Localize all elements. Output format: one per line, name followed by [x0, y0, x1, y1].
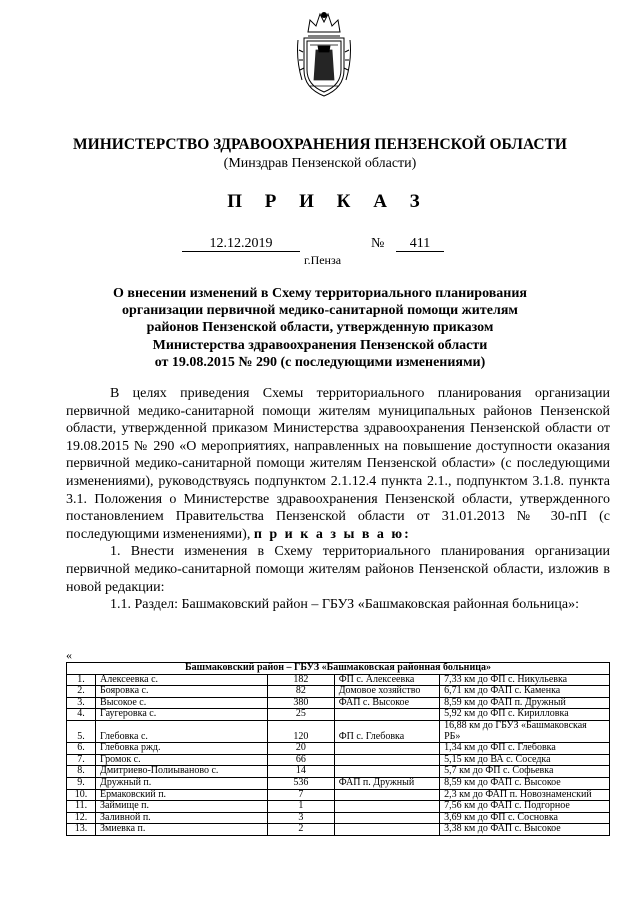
number-sign: № [371, 236, 385, 251]
row-number: 7. [67, 754, 96, 766]
table-row [67, 789, 610, 801]
table-row [67, 812, 610, 824]
table-row [67, 709, 610, 721]
population: 14 [268, 766, 335, 778]
order-subject [0, 285, 640, 371]
medical-point [334, 801, 439, 813]
population: 380 [268, 697, 335, 709]
population: 3 [268, 812, 335, 824]
settlement-name: Дмитриево-Полиываново с. [96, 766, 268, 778]
row-number: 5. [67, 720, 96, 742]
distance-to-facility: 5,92 км до ФП с. Кирилловка [440, 709, 610, 721]
distance-to-facility: 5,15 км до ВА с. Соседка [440, 754, 610, 766]
settlement-name: Займище п. [96, 801, 268, 813]
city-label: г.Пенза [304, 253, 342, 267]
row-number: 1. [67, 674, 96, 686]
row-number: 4. [67, 709, 96, 721]
table-row [67, 743, 610, 755]
medical-point [334, 812, 439, 824]
order-body [66, 385, 610, 614]
preamble-text: В целях приведения Схемы территориального планирования организации первичной медико-санитарной помощи жителям муниципальных районов Пензенской области, утвержденной приказом Министерства здравоохранения Пензенской области от 19.08.2015 № 290 «О мероприятиях, направленных на повышение доступности оказания первичной медико-санитарной помощи жителям Пензенской области» (с последующими изменениями), руководствуясь подпунктом 2.1.12.4 пункта 2.1., подпунктом 3.1.8. пункта 3.1. Положения о Министерстве здравоохранения Пензенской области, утвержденного постановлением Правительства Пензенской области от 31.01.2013 № 30-пП (с последующими изменениями), [66, 386, 610, 542]
settlement-name: Гаугеровка с. [96, 709, 268, 721]
body-paragraph: 1. Внести изменения в Схему территориального планирования организации первичной медико-санитарной помощи жителям районов Пензенской области, изложив в новой редакции: [66, 544, 610, 595]
settlement-name: Ермаковский п. [96, 789, 268, 801]
population: 2 [268, 824, 335, 836]
order-number: 411 [396, 236, 444, 252]
settlement-name: Глебовка с. [96, 720, 268, 742]
table-body [67, 674, 610, 835]
opening-quote-mark: « [66, 648, 72, 662]
order-date: 12.12.2019 [182, 236, 300, 252]
settlement-name: Высокое с. [96, 697, 268, 709]
settlement-name: Бояровка с. [96, 686, 268, 698]
medical-point: ФП с. Алексеевка [334, 674, 439, 686]
distance-to-facility: 2,3 км до ФАП п. Новознаменский [440, 789, 610, 801]
coat-of-arms-emblem [296, 10, 352, 100]
population: 25 [268, 709, 335, 721]
settlement-name: Громок с. [96, 754, 268, 766]
row-number: 10. [67, 789, 96, 801]
distance-to-facility: 7,33 км до ФП с. Никульевка [440, 674, 610, 686]
table-row [67, 697, 610, 709]
table-row [67, 777, 610, 789]
medical-point: ФП с. Глебовка [334, 720, 439, 742]
table-row [67, 674, 610, 686]
medical-point [334, 743, 439, 755]
table-row [67, 686, 610, 698]
population: 182 [268, 674, 335, 686]
population: 1 [268, 801, 335, 813]
table-row [67, 754, 610, 766]
subject-line: организации первичной медико-санитарной помощи жителям [122, 303, 518, 319]
settlement-name: Алексеевка с. [96, 674, 268, 686]
settlement-name: Змиевка п. [96, 824, 268, 836]
medical-point: ФАП с. Высокое [334, 697, 439, 709]
population: 66 [268, 754, 335, 766]
subject-line: районов Пензенской области, утвержденную приказом [146, 320, 494, 336]
ministry-title: МИНИСТЕРСТВО ЗДРАВООХРАНЕНИЯ ПЕНЗЕНСКОЙ ОБЛАСТИ [73, 136, 567, 153]
distance-to-facility: 6,71 км до ФАП с. Каменка [440, 686, 610, 698]
row-number: 3. [67, 697, 96, 709]
distance-to-facility: 5,7 км до ФП с. Софьевка [440, 766, 610, 778]
body-paragraph [66, 385, 610, 543]
table-row [67, 720, 610, 742]
population: 82 [268, 686, 335, 698]
medical-point: Домовое хозяйство [334, 686, 439, 698]
distance-to-facility: 7,56 км до ФАП с. Подгорное [440, 801, 610, 813]
subject-line: от 19.08.2015 № 290 (с последующими изменениями) [154, 354, 486, 370]
settlement-name: Заливной п. [96, 812, 268, 824]
document-type-title: П Р И К А З [227, 191, 429, 212]
ministry-short-name: (Минздрав Пензенской области) [223, 156, 417, 171]
row-number: 11. [67, 801, 96, 813]
row-number: 2. [67, 686, 96, 698]
settlements-table [66, 662, 610, 836]
settlement-name: Дружный п. [96, 777, 268, 789]
distance-to-facility: 3,69 км до ФП с. Сосновка [440, 812, 610, 824]
distance-to-facility: 8,59 км до ФАП п. Дружный [440, 697, 610, 709]
row-number: 6. [67, 743, 96, 755]
medical-point [334, 766, 439, 778]
medical-point [334, 824, 439, 836]
medical-point [334, 709, 439, 721]
medical-point [334, 789, 439, 801]
table-row [67, 801, 610, 813]
table-title: Башмаковский район – ГБУЗ «Башмаковская районная больница» [67, 663, 610, 675]
row-number: 12. [67, 812, 96, 824]
subject-line: Министерства здравоохранения Пензенской области [152, 337, 488, 353]
table-row [67, 824, 610, 836]
row-number: 9. [67, 777, 96, 789]
medical-point [334, 754, 439, 766]
distance-to-facility: 1,34 км до ФП с. Глебовка [440, 743, 610, 755]
population: 120 [268, 720, 335, 742]
row-number: 13. [67, 824, 96, 836]
distance-to-facility: 3,38 км до ФАП с. Высокое [440, 824, 610, 836]
settlement-name: Глебовка ржд. [96, 743, 268, 755]
distance-to-facility: 16,88 км до ГБУЗ «Башмаковская РБ» [440, 720, 610, 742]
population: 20 [268, 743, 335, 755]
population: 536 [268, 777, 335, 789]
body-paragraph: 1.1. Раздел: Башмаковский район – ГБУЗ «Башмаковская районная больница»: [110, 597, 580, 613]
table-row [67, 766, 610, 778]
medical-point: ФАП п. Дружный [334, 777, 439, 789]
population: 7 [268, 789, 335, 801]
order-word: п р и к а з ы в а ю: [253, 526, 411, 542]
subject-line: О внесении изменений в Схему территориального планирования [113, 286, 527, 301]
distance-to-facility: 8,59 км до ФАП с. Высокое [440, 777, 610, 789]
row-number: 8. [67, 766, 96, 778]
